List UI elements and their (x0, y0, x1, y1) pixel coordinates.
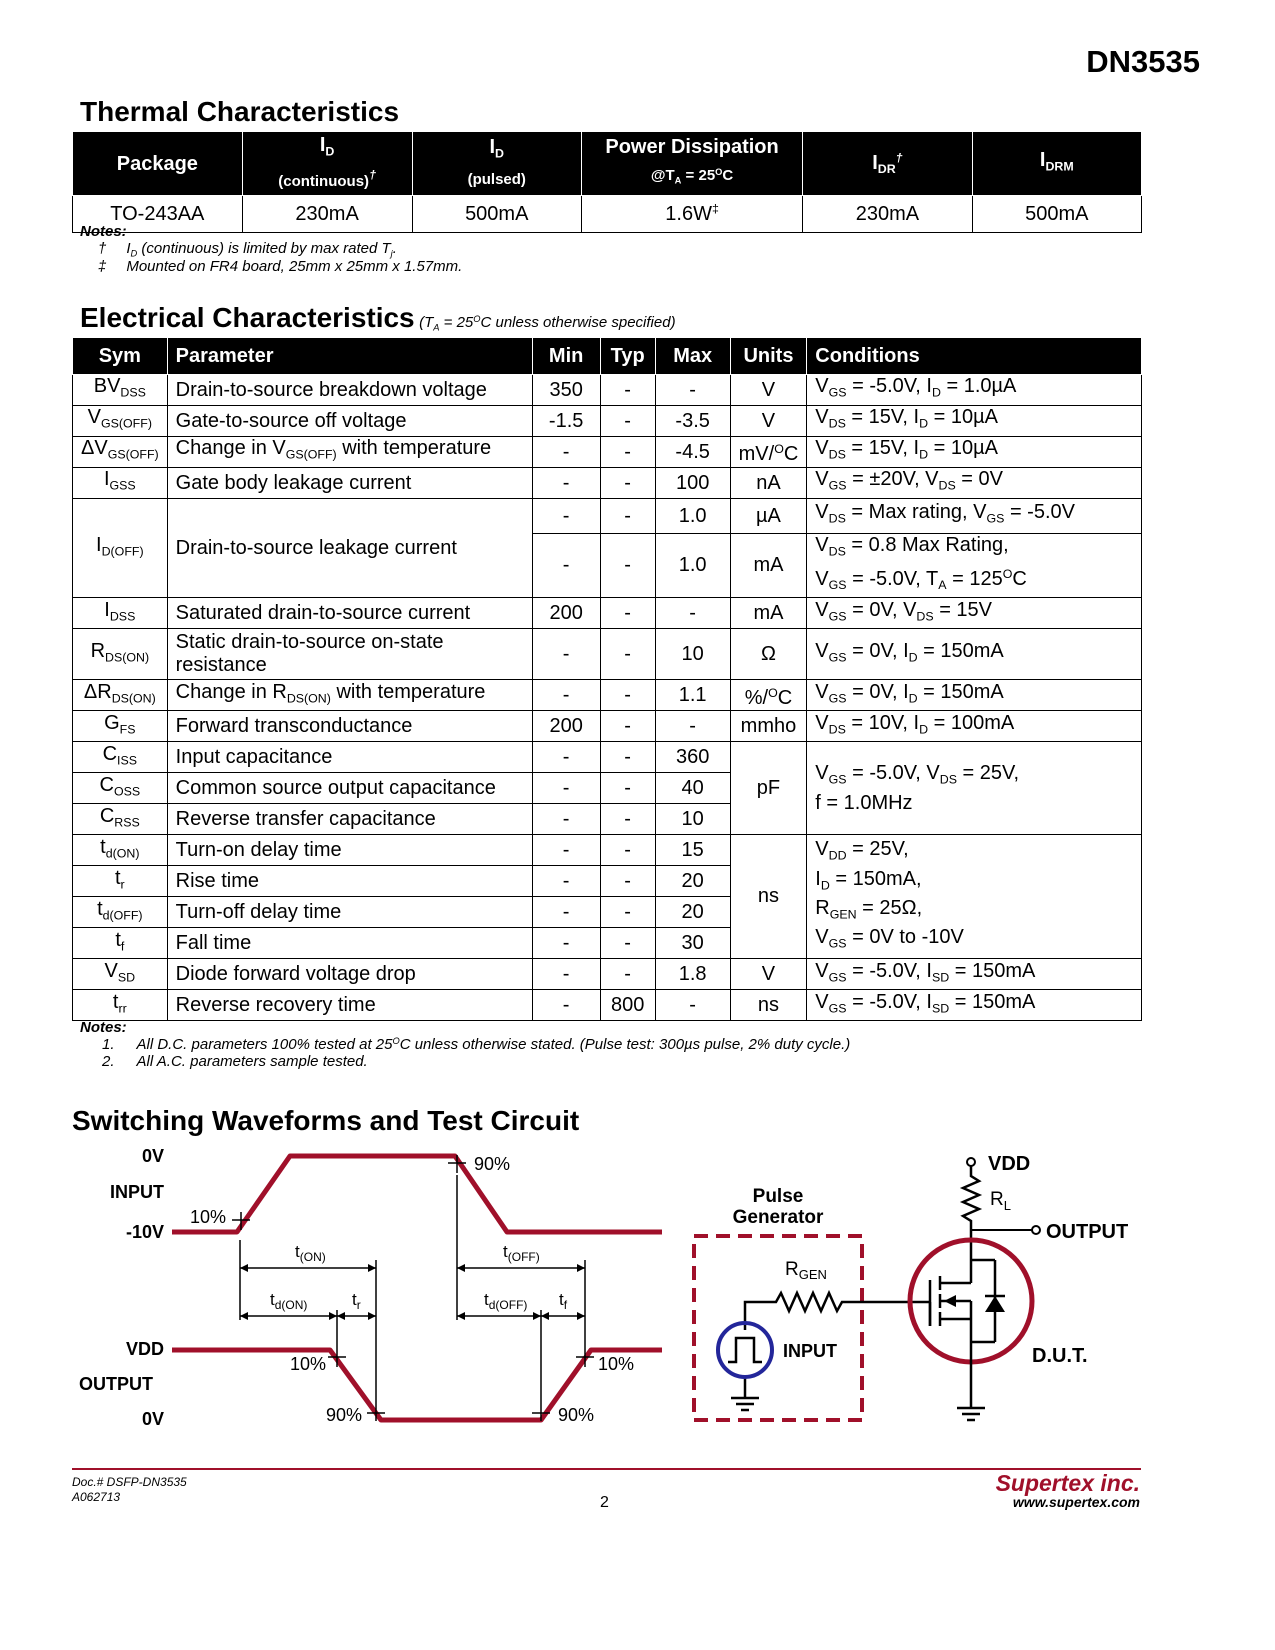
label-90-out-b: 90% (558, 1405, 595, 1425)
th-min: Min (532, 338, 600, 375)
table-row: $I_{DSS}$ Saturated drain-to-source current 200 - - mA $V_{GS} = 0V$, $V_{DS} = 15V$ (73, 598, 1142, 629)
th-idr: $I_{DR}^\dagger$ (803, 132, 972, 196)
label-toff: $t_{(OFF)}$ (503, 1242, 540, 1264)
switching-title: Switching Waveforms and Test Circuit (72, 1105, 580, 1136)
cell-id-cont: 230mA (242, 196, 412, 233)
dut-label: D.U.T. (1032, 1345, 1088, 1367)
cell-package: TO-243AA (73, 196, 243, 233)
th-typ: Typ (600, 338, 655, 375)
th-id-pulsed: $I_D$ (pulsed) (412, 132, 581, 196)
footer-doc: Doc.# DSFP-DN3535 A062713 (72, 1475, 187, 1504)
th-param: Parameter (167, 338, 532, 375)
table-row: $t_f$ Fall time - - 30 (73, 928, 1142, 959)
pulse-generator-box (694, 1236, 862, 1420)
th-units: Units (730, 338, 807, 375)
rl-label: $R_L$ (990, 1189, 1011, 1213)
label-neg10v: -10V (125, 1222, 164, 1242)
input-source (718, 1323, 772, 1377)
table-row: $t_{d(OFF)}$ Turn-off delay time - - 20 (73, 897, 1142, 928)
label-10-in: 10% (190, 1207, 227, 1227)
rgen-label: $R_{GEN}$ (785, 1259, 827, 1282)
rgen-resistor (745, 1293, 930, 1330)
table-row: $I_{D(OFF)}$ Drain-to-source leakage current - - 1.0 µA $V_{DS}$ = Max rating, $V_{GS} = -5.0V$ (73, 499, 1142, 534)
cell-pd: 1.6W‡ (581, 196, 802, 233)
label-tf: $t_f$ (559, 1290, 568, 1312)
pulse-gen-label-2: Generator (732, 1207, 824, 1228)
table-row: $R_{DS(ON)}$ Static drain-to-source on-state resistance - - 10 Ω $V_{GS} = 0V$, $I_D = 150mA$ (73, 629, 1142, 680)
page-number: 2 (600, 1494, 609, 1511)
rl-resistor (963, 1166, 979, 1244)
th-max: Max (655, 338, 730, 375)
table-row: $C_{RSS}$ Reverse transfer capacitance - - 10 (73, 804, 1142, 835)
table-row: $C_{ISS}$ Input capacitance - - 360 pF $V_{GS} = -5.0V$, $V_{DS} = 25V$, f = 1.0MHz (73, 742, 1142, 773)
label-tdoff: $t_{d(OFF)}$ (484, 1290, 528, 1312)
vdd-label: VDD (988, 1153, 1031, 1175)
label-10-out-b: 10% (598, 1354, 635, 1374)
label-90-out-a: 90% (326, 1405, 363, 1425)
table-row: $C_{OSS}$ Common source output capacitance - - 40 (73, 773, 1142, 804)
label-tr: $t_r$ (352, 1290, 361, 1312)
thermal-notes: Notes: † $I_D$ (continuous) is limited by max rated $T_j$. ‡ Mounted on FR4 board, 25mm x 25mm x 1.57mm. (80, 223, 463, 276)
cell-id-pulsed: 500mA (412, 196, 581, 233)
label-vdd: VDD (125, 1339, 164, 1359)
label-output: OUTPUT (79, 1374, 153, 1394)
table-row: $G_{FS}$ Forward transconductance 200 - - mmho $V_{DS} = 10V$, $I_D = 100mA$ (73, 711, 1142, 742)
th-id-cont: $I_D$ (continuous)† (242, 132, 412, 196)
label-0v-bot: 0V (141, 1409, 164, 1429)
label-tdon: $t_{d(ON)}$ (270, 1290, 308, 1312)
table-row: $V_{GS(OFF)}$ Gate-to-source off voltage -1.5 - -3.5 V $V_{DS} = 15V$, $I_D = 10\mu A$ (73, 406, 1142, 437)
th-idrm: $I_{DRM}$ (972, 132, 1141, 196)
table-row: $t_r$ Rise time - - 20 (73, 866, 1142, 897)
table-row: $\Delta R_{DS(ON)}$ Change in $R_{DS(ON)}$ with temperature - - 1.1 %/$^O$C $V_{GS} = 0V$, $I_D = 150mA$ (73, 680, 1142, 711)
footer-url[interactable]: www.supertex.com (1012, 1494, 1140, 1510)
brand-logo: Supertex inc. (995, 1470, 1140, 1496)
label-0v-top: 0V (141, 1146, 164, 1166)
cell-idrm: 500mA (972, 196, 1141, 233)
table-row: $BV_{DSS}$ Drain-to-source breakdown voltage 350 - - V $V_{GS} = -5.0V$, $I_D = 1.0\mu A$ (73, 375, 1142, 406)
th-cond: Conditions (807, 338, 1142, 375)
electrical-notes: Notes: 1. All D.C. parameters 100% tested at $25^OC$ unless otherwise stated. (Pulse test: 300µs pulse, 2% duty cycle.) 2. All A.C. parameters sample tested. (80, 1019, 851, 1071)
input-source-label: INPUT (783, 1341, 837, 1361)
table-row: $\Delta V_{GS(OFF)}$ Change in $V_{GS(OFF)}$ with temperature - - -4.5 mV/$^O$C $V_{DS} = 15V$, $I_D = 10\mu A$ (73, 437, 1142, 468)
label-ton: $t_{(ON)}$ (295, 1242, 326, 1264)
table-row: $t_{rr}$ Reverse recovery time - 800 - ns $V_{GS} = -5.0V$, $I_{SD} = 150mA$ (73, 990, 1142, 1021)
label-10-out-a: 10% (290, 1354, 327, 1374)
pulse-gen-label-1: Pulse (752, 1186, 804, 1207)
table-row: $I_{GSS}$ Gate body leakage current - - 100 nA $V_{GS} = \pm 20V$, $V_{DS} = 0V$ (73, 468, 1142, 499)
thermal-title: Thermal Characteristics (80, 96, 400, 127)
cell-idr: 230mA (803, 196, 972, 233)
table-row: - - 1.0 mA $V_{DS} = 0.8$ Max Rating, $V_{GS} = -5.0V$, $T_A = 125^OC$ (73, 534, 1142, 598)
output-label: OUTPUT (1046, 1221, 1129, 1243)
table-row: $t_{d(ON)}$ Turn-on delay time - - 15 ns $V_{DD} = 25V$, $I_D = 150mA$, $R_{GEN} = 25\Omega$, $V_{GS} = 0V$ to -10V (73, 835, 1142, 866)
th-package: Package (73, 132, 243, 196)
label-input: INPUT (110, 1182, 164, 1202)
label-90-in: 90% (474, 1154, 511, 1174)
part-number: DN3535 (1086, 44, 1200, 79)
th-power: Power Dissipation $@T_A = 25^OC$ (581, 132, 802, 196)
table-row: $V_{SD}$ Diode forward voltage drop - - 1.8 V $V_{GS} = -5.0V$, $I_{SD} = 150mA$ (73, 959, 1142, 990)
electrical-title: Electrical Characteristics ($T_A = 25^OC$ unless otherwise specified) (80, 302, 676, 333)
th-sym: Sym (73, 338, 168, 375)
